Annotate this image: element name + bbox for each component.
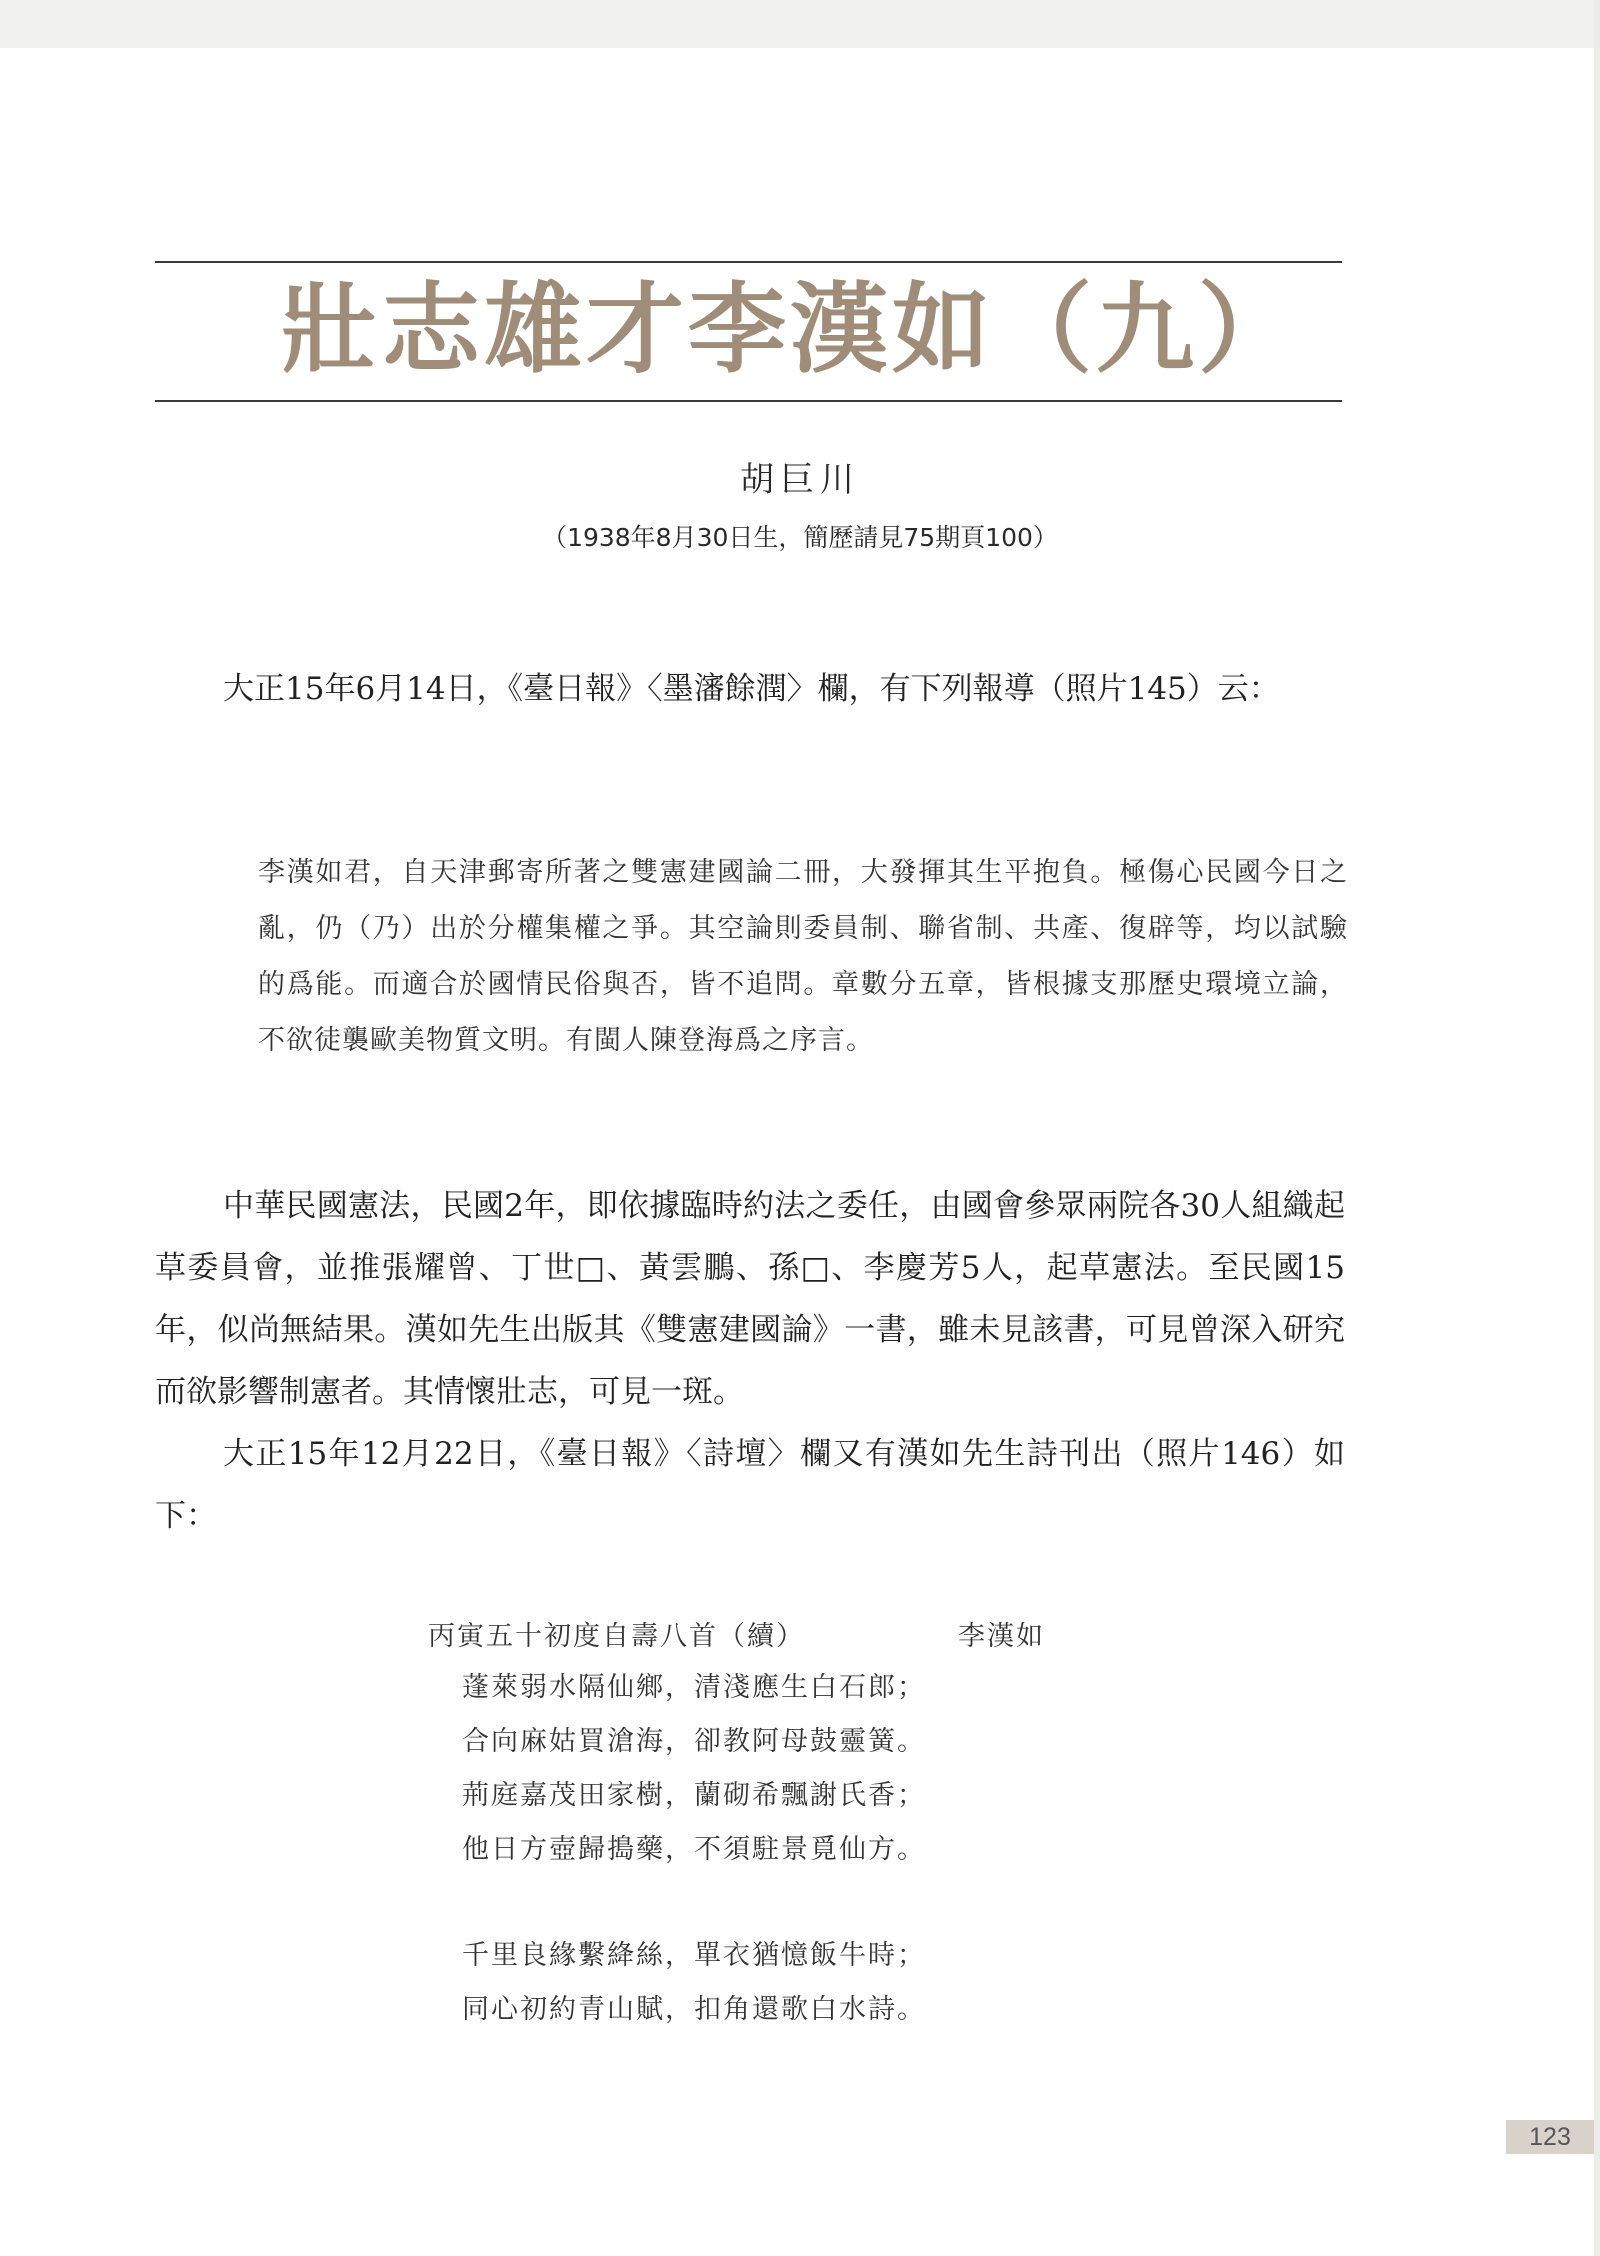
poem-block xyxy=(428,1613,1148,2037)
poem-line: 他日方壺歸搗藥，不須駐景覓仙方。 xyxy=(462,1834,926,1865)
poem-author: 李漢如 xyxy=(958,1621,1045,1652)
paragraph-constitution: 中華民國憲法，民國2年，即依據臨時約法之委任，由國會參眾兩院各30人組織起草委員會，並推張耀曾、丁世□、黃雲鵬、孫□、李慶芳5人，起草憲法。至民國15年，似尚無結果。漢如先生出版其《雙憲建國論》一書，雖未見該書，可見曾深入研究而欲影響制憲者。其情懷壯志，可見一斑。 xyxy=(155,1188,1345,1410)
poem-line: 千里良緣繫絳絲，單衣猶憶飯牛時； xyxy=(462,1940,926,1971)
poem-header xyxy=(428,1613,1148,1661)
title-rule-bottom xyxy=(155,400,1342,402)
author-note: （1938年8月30日生，簡歷請見75期頁100） xyxy=(542,523,1058,552)
poem-line: 荊庭嘉茂田家樹，蘭砌希飄謝氏香； xyxy=(462,1780,926,1811)
stanza-gap xyxy=(428,1877,1148,1929)
article-title: 壯志雄才李漢如（九） xyxy=(280,272,1301,387)
title-rule-top xyxy=(155,261,1342,263)
author-name: 胡巨川 xyxy=(740,460,860,500)
page-number: 123 xyxy=(1506,2120,1594,2154)
poem-title: 丙寅五十初度自壽八首（續） xyxy=(428,1621,805,1652)
paragraph-intro: 大正15年6月14日，《臺日報》〈墨瀋餘潤〉欄，有下列報導（照片145）云： xyxy=(223,671,1280,707)
scan-right-edge xyxy=(1594,0,1600,2256)
newspaper-quote: 李漢如君，自天津郵寄所著之雙憲建國論二冊，大發揮其生平抱負。極傷心民國今日之亂，仍（乃）出於分權集權之爭。其空論則委員制、聯省制、共產、復辟等，均以試驗的爲能。而適合於國情民俗與否，皆不追問。章數分五章，皆根據支那歷史環境立論，不欲徒襲歐美物質文明。有閩人陳登海爲之序言。 xyxy=(258,857,1348,1056)
poem-line: 同心初約青山賦，扣角還歌白水詩。 xyxy=(462,1994,926,2025)
poem-line: 合向麻姑買滄海，卻教阿母鼓靈簧。 xyxy=(462,1726,926,1757)
paragraph-poem-intro: 大正15年12月22日，《臺日報》〈詩壇〉欄又有漢如先生詩刊出（照片146）如下： xyxy=(155,1436,1345,1534)
poem-line: 蓬萊弱水隔仙鄉，清淺應生白石郎； xyxy=(462,1672,926,1703)
scan-top-shade xyxy=(0,0,1600,48)
